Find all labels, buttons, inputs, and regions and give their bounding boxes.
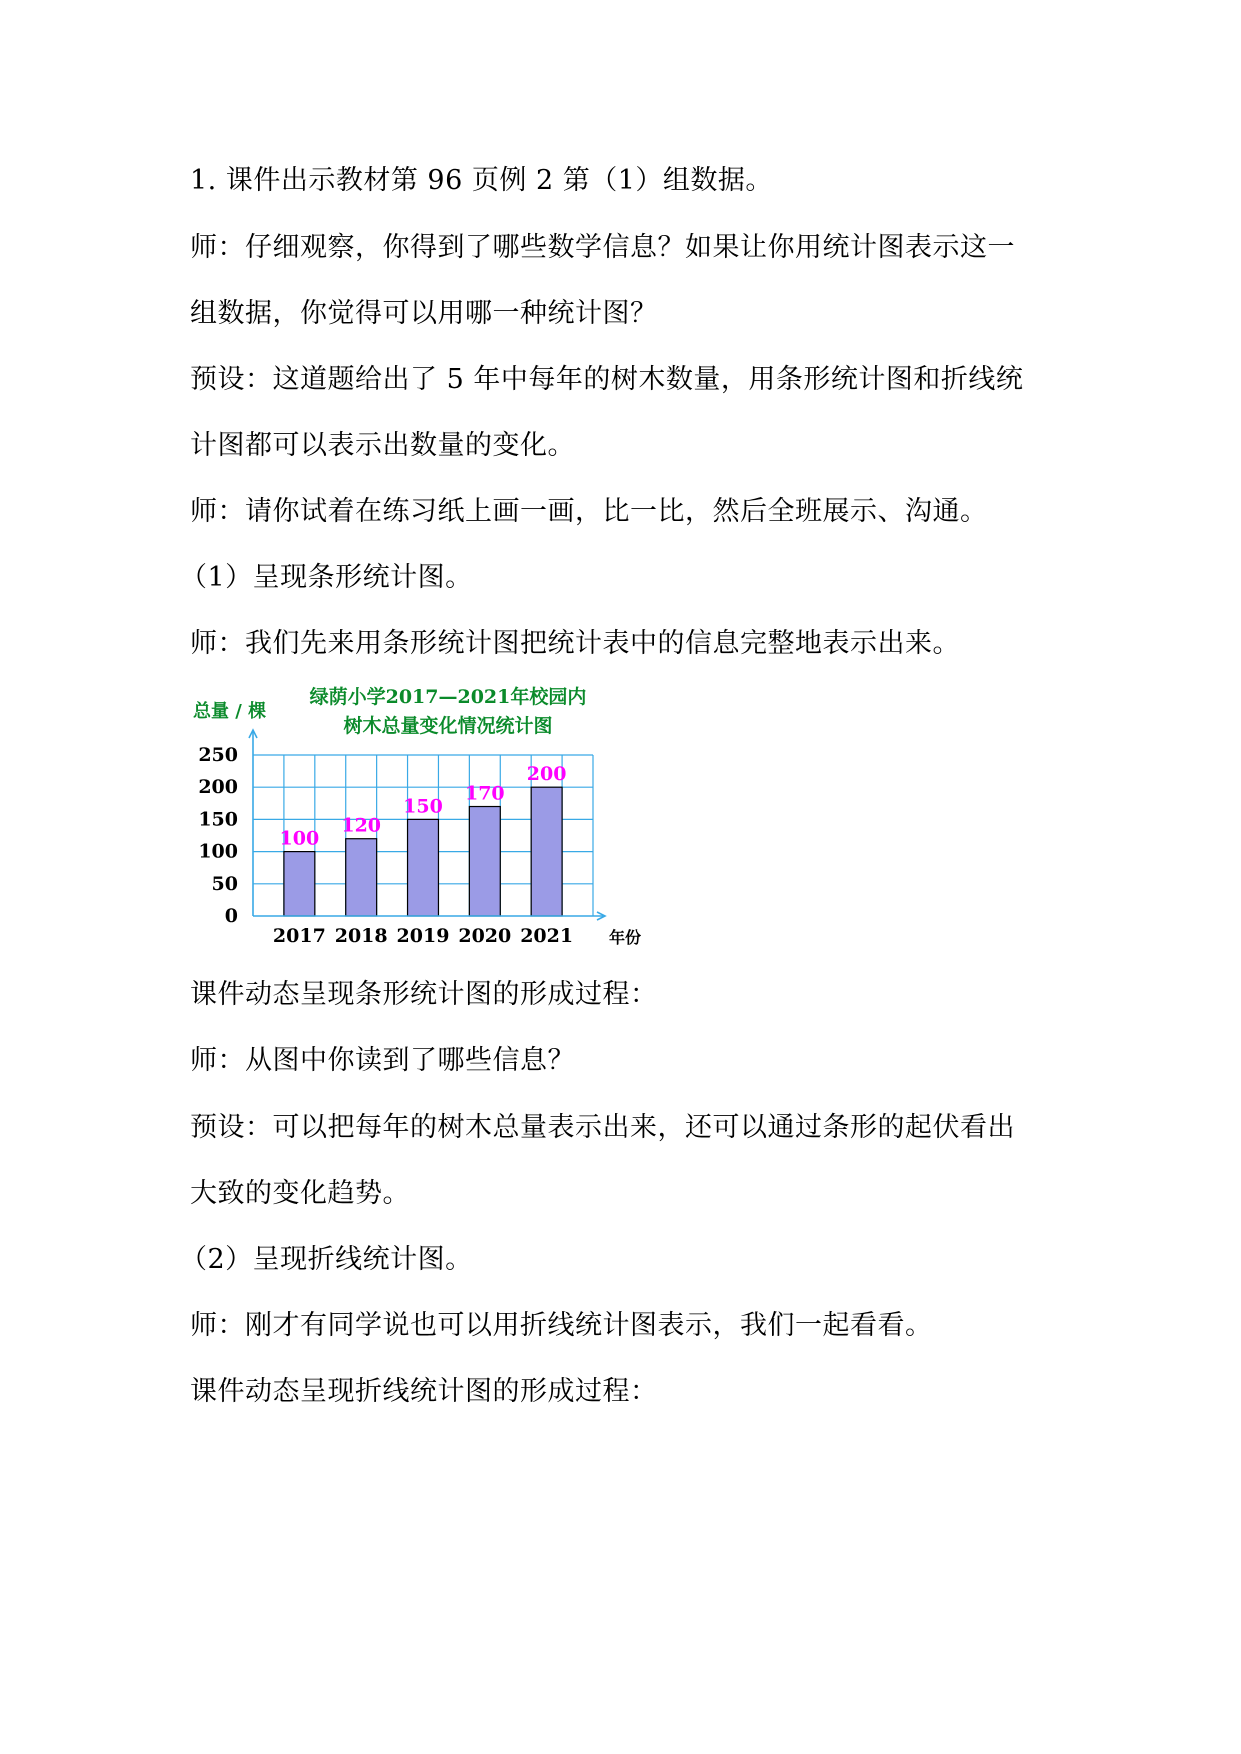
paragraph-line: 师：刚才有同学说也可以用折线统计图表示，我们一起看看。 — [190, 1310, 933, 1341]
x-tick-2019: 2019 — [396, 925, 450, 947]
y-tick-50: 50 — [211, 872, 238, 895]
bar-2017 — [284, 852, 315, 916]
paragraph-line: 师：从图中你读到了哪些信息？ — [190, 1045, 575, 1076]
paragraph-line: 预设：这道题给出了 5 年中每年的树木数量，用条形统计图和折线统 — [190, 364, 1024, 395]
y-tick-100: 100 — [198, 840, 238, 863]
paragraph-line: 师：请你试着在练习纸上画一画，比一比，然后全班展示、沟通。 — [190, 496, 988, 527]
paragraph-line: 课件动态呈现折线统计图的形成过程： — [190, 1376, 658, 1407]
paragraph-line: 课件动态呈现条形统计图的形成过程： — [190, 979, 658, 1010]
paragraph-line: 预设：可以把每年的树木总量表示出来，还可以通过条形的起伏看出 — [190, 1112, 1015, 1143]
data-label-2018: 120 — [341, 814, 382, 837]
bar-2018 — [346, 839, 377, 916]
y-tick-150: 150 — [198, 808, 238, 831]
bar-chart — [190, 678, 650, 958]
y-tick-0: 0 — [224, 905, 238, 927]
paragraph-line: 师：我们先来用条形统计图把统计表中的信息完整地表示出来。 — [190, 628, 960, 659]
chart-title-line2: 树木总量变化情况统计图 — [343, 715, 553, 737]
x-axis-label: 年份 — [609, 928, 642, 947]
paragraph-line: （2）呈现折线统计图。 — [180, 1244, 473, 1275]
paragraph-line: （1）呈现条形统计图。 — [180, 562, 473, 593]
bar-2020 — [469, 807, 500, 916]
chart-title-line1: 绿荫小学2017—2021年校园内 — [309, 686, 587, 708]
x-axis-ticks — [273, 925, 573, 947]
paragraph-line: 师：仔细观察，你得到了哪些数学信息？如果让你用统计图表示这一 — [190, 232, 1015, 263]
data-label-2017: 100 — [279, 827, 320, 850]
data-label-2019: 150 — [403, 795, 443, 818]
x-tick-2017: 2017 — [272, 925, 326, 947]
paragraph-line: 组数据，你觉得可以用哪一种统计图？ — [190, 298, 658, 329]
x-tick-2020: 2020 — [458, 925, 512, 947]
bar-2019 — [408, 819, 439, 916]
y-axis-label: 总量 / 棵 — [193, 701, 267, 722]
data-label-2020: 170 — [464, 782, 505, 805]
y-tick-250: 250 — [198, 744, 238, 766]
x-tick-2018: 2018 — [334, 925, 388, 947]
y-tick-200: 200 — [198, 776, 238, 799]
paragraph-line: 计图都可以表示出数量的变化。 — [190, 430, 575, 461]
bar-2021 — [531, 787, 562, 916]
data-label-2021: 200 — [526, 763, 567, 786]
y-axis-ticks — [198, 744, 238, 927]
paragraph-line: 大致的变化趋势。 — [190, 1178, 410, 1209]
paragraph-line: 1. 课件出示教材第 96 页例 2 第（1）组数据。 — [190, 165, 773, 196]
x-tick-2021: 2021 — [520, 925, 574, 947]
